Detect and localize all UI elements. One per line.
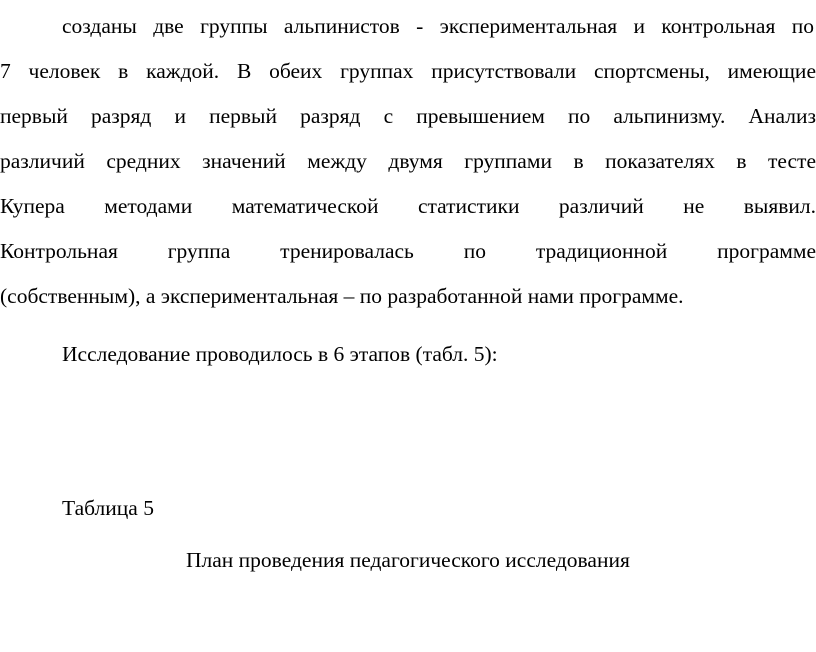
paragraph-line-5: Купера методами математической статистики различий не выявил.: [0, 194, 816, 218]
paragraph-line-2: 7 человек в каждой. В обеих группах присутствовали спортсмены, имеющие: [0, 59, 816, 83]
paragraph-line-7: (собственным), а экспериментальная – по разработанной нами программе.: [0, 284, 684, 308]
paragraph-line-6: Контрольная группа тренировалась по традиционной программе: [0, 239, 816, 263]
paragraph-line-1: созданы две группы альпинистов - экспериментальная и контрольная по: [62, 14, 814, 38]
stages-sentence: Исследование проводилось в 6 этапов (табл. 5):: [62, 342, 498, 366]
table-label: Таблица 5: [62, 496, 154, 520]
table-title: План проведения педагогического исследования: [186, 548, 630, 572]
paragraph-line-4: различий средних значений между двумя группами в показателях в тесте: [0, 149, 816, 173]
paragraph-line-3: первый разряд и первый разряд с превышением по альпинизму. Анализ: [0, 104, 816, 128]
